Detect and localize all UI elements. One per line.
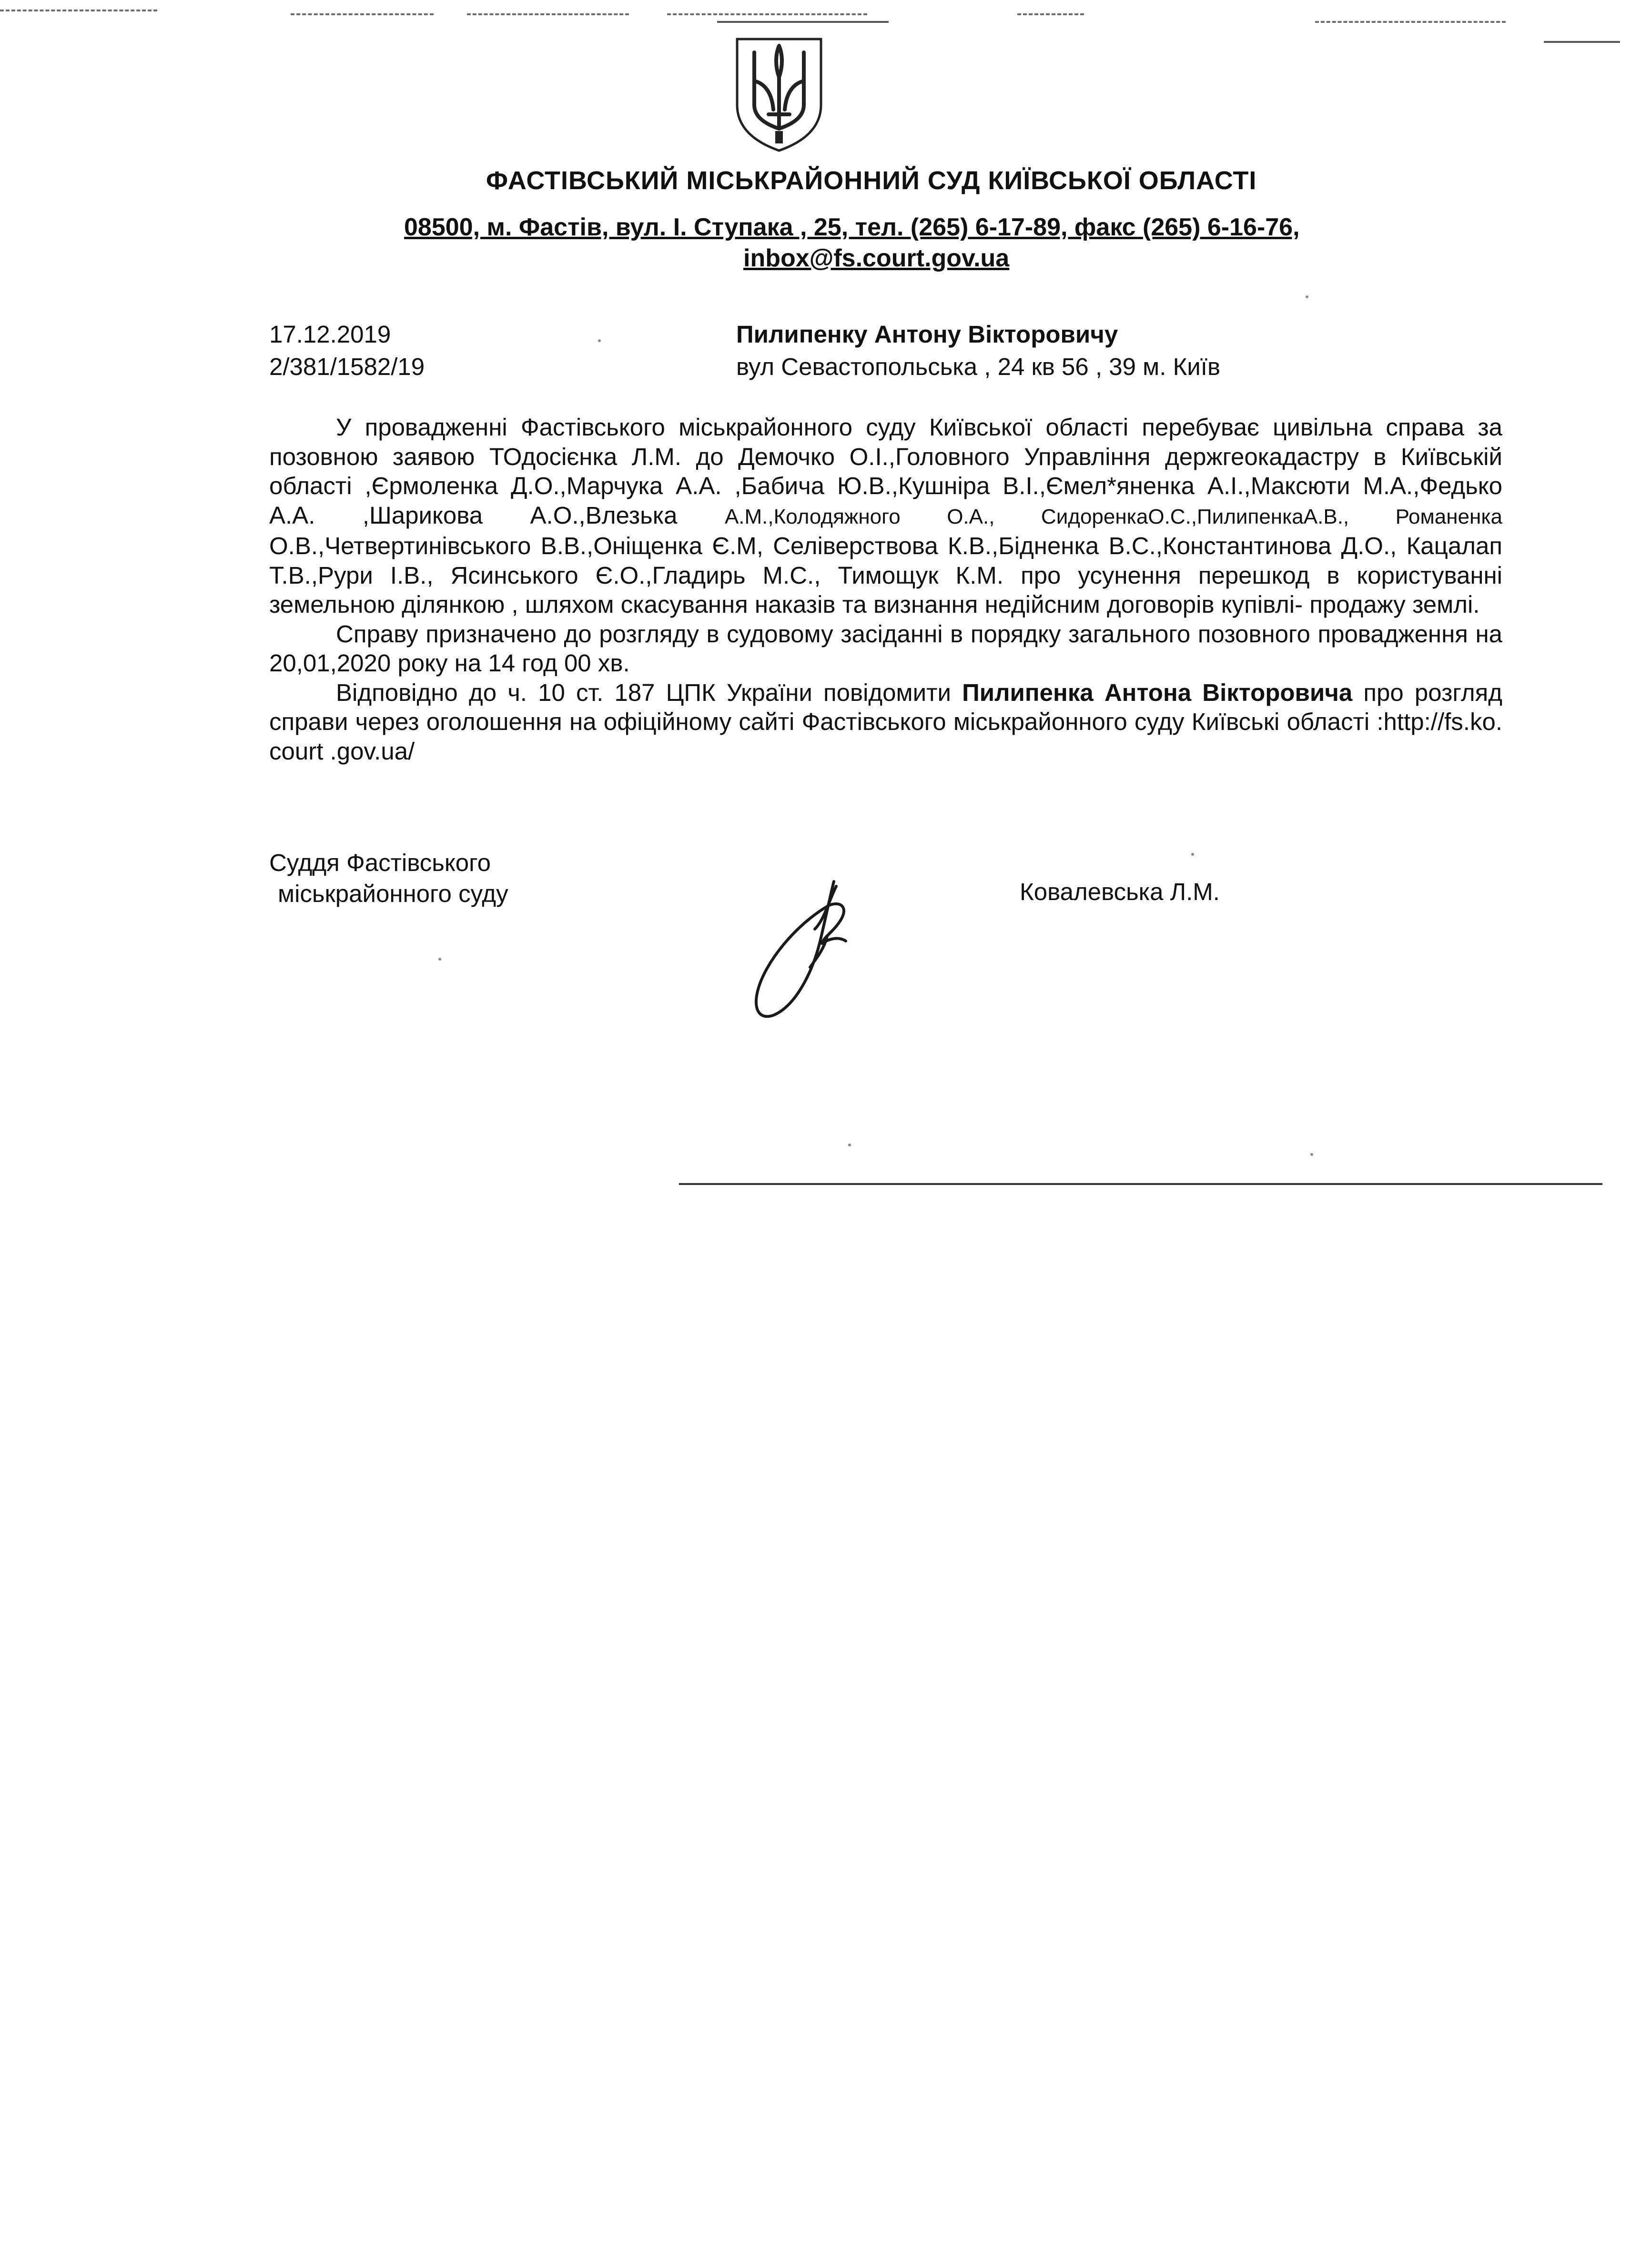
- letter-number: 2/381/1582/19: [269, 353, 425, 380]
- letter-date: 17.12.2019: [269, 321, 391, 348]
- scan-speck: [1191, 853, 1194, 856]
- notice-part-2: про розгляд справи через оголошення на офіційному сайті Фастівського міськрайонного суду Київські області :http://fs.ko. court .gov.ua/: [269, 678, 1502, 765]
- scan-artifact-line: [467, 13, 629, 15]
- recipient-name: Пилипенку Антону Вікторовичу: [736, 321, 1118, 348]
- recipient-address: вул Севастопольська , 24 кв 56 , 39 м. Київ: [736, 353, 1221, 380]
- case-description-part-2: О.В.,Четвертинівського В.В.,Оніщенка Є.М, Селіверствова К.В.,Бідненка В.С.,Константинова Д.О., Кацалап Т.В.,Рури І.В., Ясинського Є.О.,Гладирь М.С., Тимощук К.М. про усунення перешкод в користуванні земельною ділянкою , шляхом скасування наказів та визнання недійсним договорів купівлі- продажу землі.: [269, 532, 1502, 618]
- case-description-paragraph: [269, 413, 1502, 619]
- judge-name: Ковалевська Л.М.: [1020, 878, 1220, 905]
- case-description-names: А.М.,Колодяжного О.А., СидоренкаО.С.,ПилипенкаА.В., Романенка: [724, 505, 1503, 528]
- scan-speck: [1310, 1153, 1313, 1156]
- judge-title-line-2: міськрайонного суду: [278, 880, 508, 907]
- letter-body: [269, 413, 1502, 766]
- scan-artifact-line: [1544, 41, 1620, 43]
- notice-paragraph: [269, 678, 1502, 766]
- scan-artifact-line: [717, 21, 889, 23]
- notice-recipient-name: Пилипенка Антона Вікторовича: [962, 678, 1353, 706]
- court-name: ФАСТІВСЬКИЙ МІСЬКРАЙОННИЙ СУД КИЇВСЬКОЇ ОБЛАСТІ: [486, 166, 1257, 195]
- scan-speck: [438, 958, 441, 961]
- scan-artifact-line: [0, 10, 157, 11]
- scan-artifact-line: [667, 13, 867, 15]
- scan-artifact-line: [1017, 13, 1084, 15]
- hearing-paragraph: Справу призначено до розгляду в судовому засіданні в порядку загального позовного провадження на 20,01,2020 року на 14 год 00 хв.: [269, 620, 1502, 677]
- case-description-part-1: У провадженні Фастівського міськрайонного суду Київської області перебуває цивільна справа за позовною заявою ТОдосієнка Л.М. до Демочко О.І.,Головного Управління держгеокадастру в Київській області ,Єрмоленка Д.О.,Марчука А.А. ,Бабича Ю.В.,Кушніра В.І.,Ємел*яненка А.І.,Максюти М.А.,Федько А.А. ,Шарикова А.О.,Влезька: [269, 414, 1502, 529]
- judge-title: [269, 847, 508, 909]
- notice-part-1: Відповідно до ч. 10 ст. 187 ЦПК України повідомити: [336, 678, 951, 706]
- court-email[interactable]: inbox@fs.court.gov.ua: [743, 244, 1010, 272]
- scan-speck: [848, 1144, 851, 1146]
- handwritten-signature: [734, 872, 891, 1029]
- judge-title-line-1: Суддя Фастівського: [269, 849, 491, 876]
- scan-speck: [1306, 295, 1308, 298]
- ukraine-trident-emblem-icon: [731, 33, 827, 152]
- scan-artifact-line: [1315, 21, 1506, 23]
- bottom-divider: [679, 1183, 1602, 1185]
- scan-artifact-line: [291, 13, 434, 15]
- scan-speck: [598, 339, 601, 342]
- court-address: 08500, м. Фастів, вул. І. Ступака , 25, тел. (265) 6-17-89, факс (265) 6-16-76,: [404, 213, 1300, 241]
